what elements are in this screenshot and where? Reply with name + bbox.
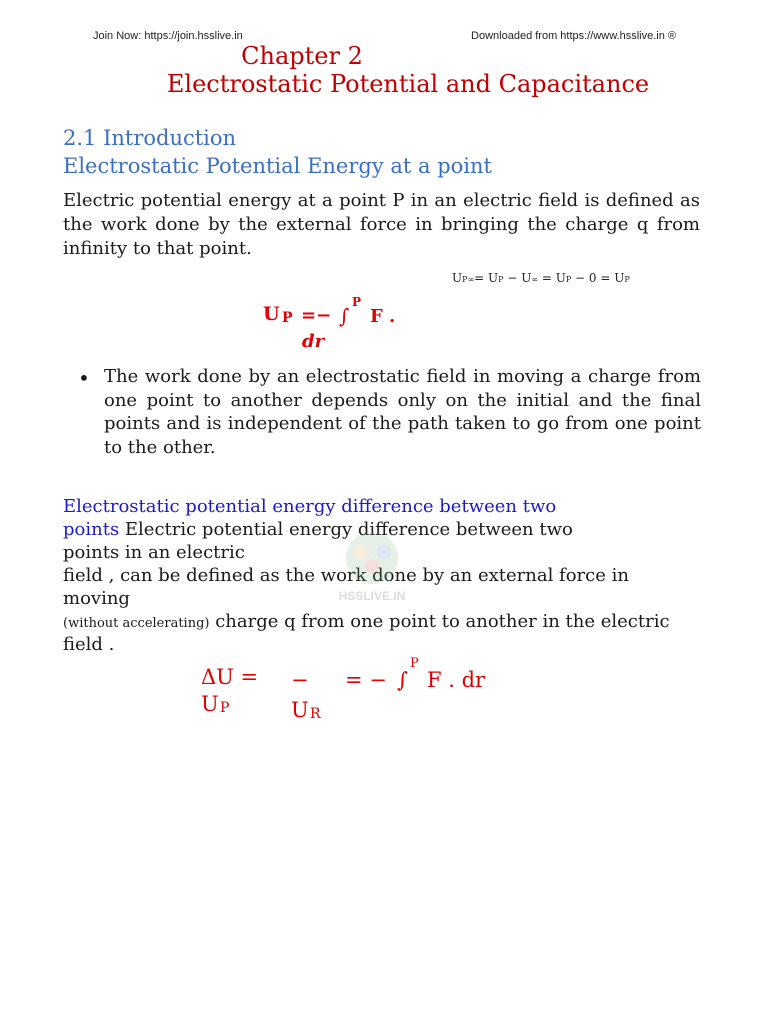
eq3-up-sub: P	[220, 700, 230, 716]
difference-heading-line1: Electrostatic potential energy difference between two	[63, 496, 557, 517]
eq3-minus: −	[291, 668, 309, 692]
eq3-delta-u: ΔU =	[201, 665, 259, 689]
difference-heading	[63, 495, 556, 518]
eq3-ur-sub: R	[310, 706, 321, 722]
difference-line6: field .	[63, 634, 115, 655]
difference-line1	[63, 518, 573, 541]
difference-line1-text: Electric potential energy difference between two	[119, 519, 573, 540]
eq2-equals-minus: =−	[301, 305, 332, 326]
section-heading: 2.1 Introduction	[63, 126, 237, 150]
bullet-icon: •	[78, 366, 90, 390]
eq2-lhs-sub: P	[282, 310, 293, 326]
definition-paragraph: Electric potential energy at a point P in an electric field is defined as the work done by the external force in bringing the charge q from infinity to that point.	[63, 190, 700, 259]
watermark-logo	[322, 528, 422, 606]
eq2-force: F .	[370, 306, 396, 327]
without-accelerating-note: (without accelerating)	[63, 616, 210, 631]
eq2-upper-limit: P	[352, 295, 362, 309]
eq3-ur: U	[291, 698, 309, 722]
eq3-equals-minus: = −	[345, 668, 387, 692]
chapter-number: Chapter 2	[241, 42, 363, 70]
watermark-icon	[322, 528, 422, 606]
watermark-text: HSSLIVE.IN	[338, 589, 406, 603]
header-join-link[interactable]: Join Now: https://join.hsslive.in	[93, 30, 243, 42]
eq2-lhs: U	[263, 303, 280, 325]
eq3-integral-sign: ∫	[397, 668, 408, 692]
header-download-link[interactable]: Downloaded from https://www.hsslive.in ®	[471, 30, 676, 42]
difference-line3: field , can be defined as the work done by an external force in	[63, 565, 629, 586]
section-subheading: Electrostatic Potential Energy at a point	[63, 154, 492, 178]
eq3-rhs: F . dr	[427, 668, 486, 692]
eq3-upper-limit: P	[410, 656, 419, 671]
potential-energy-relation: UP∞= UP − U∞ = UP − 0 = UP	[452, 271, 630, 285]
difference-heading-line2: points	[63, 519, 120, 540]
difference-line2: points in an electric	[63, 542, 245, 563]
eq2-dr: dr	[302, 331, 325, 352]
eq3-up: U	[201, 692, 219, 716]
bullet-text: The work done by an electrostatic field in moving a charge from one point to another depends only on the initial and the final points and is independent of the path taken to go from one point to the other.	[104, 366, 701, 458]
difference-line5-text: charge q from one point to another in the electric	[209, 611, 670, 632]
chapter-title: Electrostatic Potential and Capacitance	[166, 70, 650, 98]
integral-sign: ∫	[339, 304, 350, 328]
difference-line4: moving	[63, 588, 130, 609]
difference-line5	[63, 610, 670, 635]
